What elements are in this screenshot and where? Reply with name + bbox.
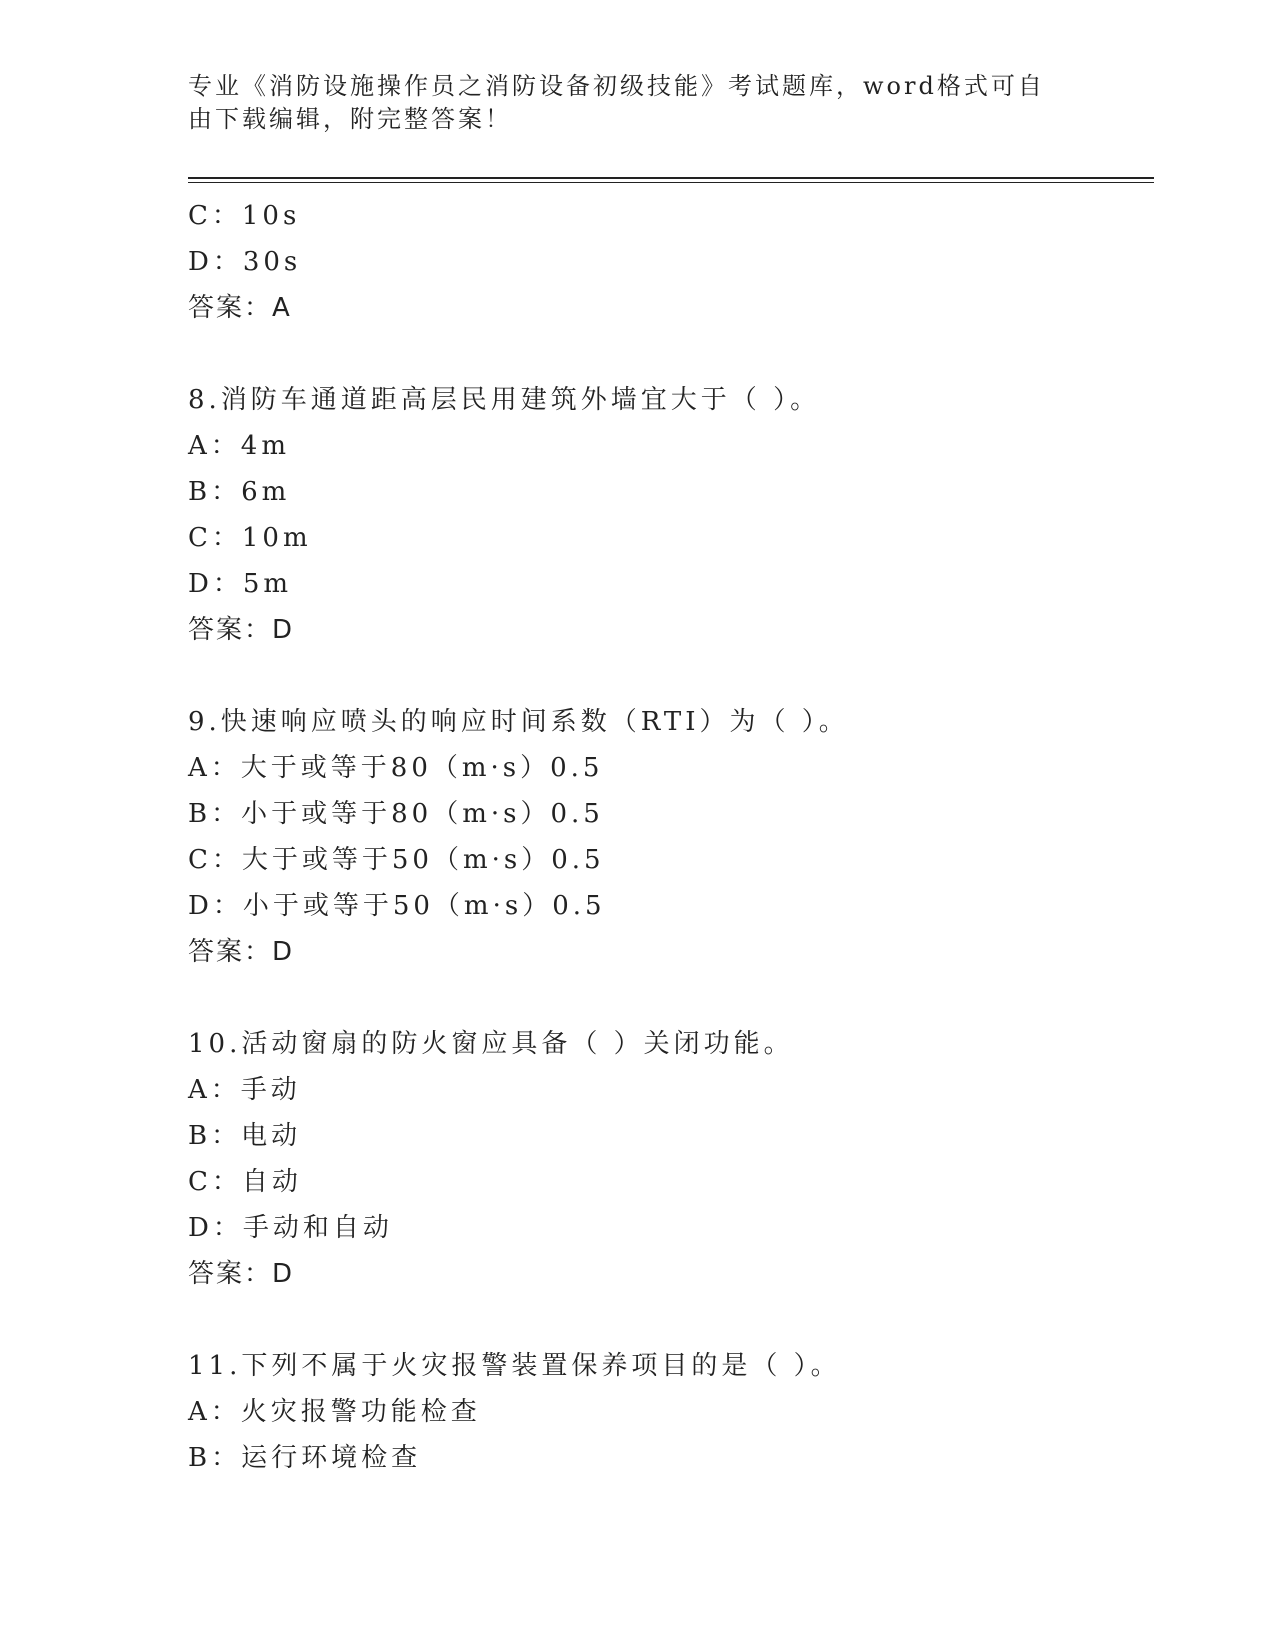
- question-stem: 10.活动窗扇的防火窗应具备（ ）关闭功能。: [188, 1029, 794, 1059]
- option-d: D：小于或等于50（m·s）0.5: [188, 891, 606, 921]
- option-b: B：小于或等于80（m·s）0.5: [188, 799, 604, 829]
- question-10: [188, 1021, 1154, 1297]
- option-c: C：大于或等于50（m·s）0.5: [188, 845, 605, 875]
- option-b: B：6m: [188, 477, 291, 507]
- document-header: 专业《消防设施操作员之消防设备初级技能》考试题库，word格式可自由下载编辑，附完整答案！: [188, 72, 1045, 133]
- option-a: A：大于或等于80（m·s）0.5: [188, 753, 604, 783]
- header-rule-thick: [188, 177, 1154, 179]
- option-b: B：电动: [188, 1121, 302, 1151]
- answer-label: 答案：A: [188, 293, 292, 323]
- header-rule-thin: [188, 182, 1154, 183]
- question-8: [188, 377, 1154, 653]
- question-partial: [188, 193, 1154, 331]
- answer-label: 答案：D: [188, 937, 295, 967]
- option-c: C：10s: [188, 201, 301, 231]
- option-a: A：4m: [188, 431, 290, 461]
- question-stem: 8.消防车通道距高层民用建筑外墙宜大于（ ）。: [188, 385, 821, 415]
- answer-label: 答案：D: [188, 615, 295, 645]
- option-c: C：自动: [188, 1167, 302, 1197]
- question-stem: 11.下列不属于火灾报警装置保养项目的是（ ）。: [188, 1351, 841, 1381]
- option-b: B：运行环境检查: [188, 1443, 422, 1473]
- option-d: D：5m: [188, 569, 293, 599]
- option-c: C：10m: [188, 523, 312, 553]
- option-d: D：30s: [188, 247, 302, 277]
- option-a: A：手动: [188, 1075, 301, 1105]
- option-d: D：手动和自动: [188, 1213, 393, 1243]
- question-11: [188, 1343, 1154, 1481]
- answer-label: 答案：D: [188, 1259, 295, 1289]
- question-stem: 9.快速响应喷头的响应时间系数（RTI）为（ ）。: [188, 707, 849, 737]
- question-9: [188, 699, 1154, 975]
- question-list: [188, 193, 1154, 1481]
- option-a: A：火灾报警功能检查: [188, 1397, 481, 1427]
